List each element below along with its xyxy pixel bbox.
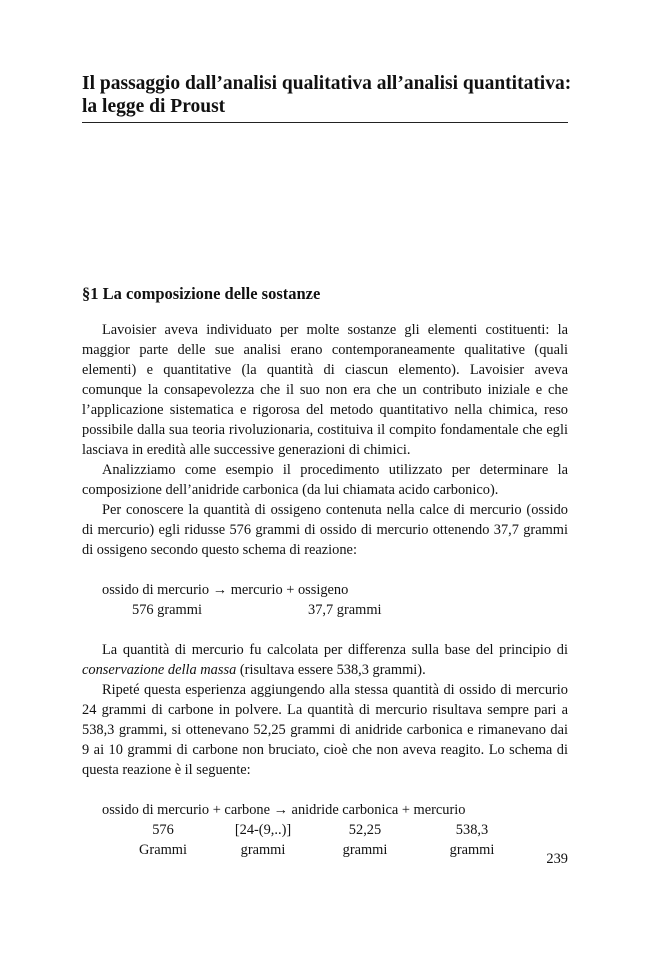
reaction-1-equation: ossido di mercurio → mercurio + ossigeno [102,582,349,598]
chapter-title-line-1: Il passaggio dall’analisi qualitativa all’analisi quantitativa: [82,73,572,94]
chapter-title-line-2: la legge di Proust [82,96,226,117]
paragraph-2: Analizziamo come esempio il procedimento utilizzato per determinare la composizione dell’anidride carbonica (da lui chiamata acido carbonico). [82,462,568,498]
body-text [82,320,568,860]
paragraph-5: Ripeté questa esperienza aggiungendo alla stessa quantità di ossido di mercurio 24 grammi di carbone in polvere. La quantità di mercurio risultava sempre pari a 538,3 grammi, si ottenevano 52,25 grammi di anidride carbonica e rimanevano dai 9 ai 10 grammi di carbone non bruciato, cioè che non aveva reagito. Lo schema di questa reazione è il seguente: [82,682,568,778]
section-heading: §1 La composizione delle sostanze [82,284,321,303]
reaction-1-reactant-amount: 576 grammi [132,602,202,618]
paragraph-3: Per conoscere la quantità di ossigeno contenuta nella calce di mercurio (ossido di mercurio) egli ridusse 576 grammi di ossido di mercurio ottenendo 37,7 grammi di ossigeno secondo questo schema di reazione: [82,502,568,558]
chapter-title [82,72,572,123]
page-number: 239 [546,851,568,867]
paragraph-4-text-a: La quantità di mercurio fu calcolata per differenza sulla base del principio di [102,642,568,658]
reaction-2-equation: ossido di mercurio + carbone → anidride carbonica + mercurio [102,802,466,818]
reaction-2-value: 538,3 [455,822,489,838]
reaction-2-value: [24-(9,..)] [234,822,292,838]
reaction-scheme-2 [82,800,568,860]
reaction-1-product-amount: 37,7 grammi [308,602,382,618]
reaction-2-value: 52,25 [348,822,382,838]
paragraph-1: Lavoisier aveva individuato per molte sostanze gli elementi costituenti: la maggior parte delle sue analisi erano contemporaneamente qualitative (quali elementi) e quantitative (la quantità di ciascun elemento). Lavoisier aveva comunque la consapevolezza che il suo non era che un contributo iniziale e che l’applicazione sistematica e rigorosa del metodo quantitativo nella chimica, reso possibile dalla sua teoria rivoluzionaria, costituiva il compito fondamentale che egli lasciava in eredità alle successive generazioni di chimici. [82,322,568,458]
paragraph-4 [82,640,568,680]
reaction-2-unit: Grammi [139,842,187,858]
reaction-2-unit: grammi [342,842,388,858]
reaction-2-unit: grammi [240,842,286,858]
paragraph-4-text-b: (risultava essere 538,3 grammi). [236,662,426,678]
paragraph-4-emphasis: conservazione della massa [82,662,237,678]
reaction-2-unit: grammi [449,842,495,858]
reaction-scheme-1 [82,580,568,620]
reaction-2-value: 576 [152,822,174,838]
